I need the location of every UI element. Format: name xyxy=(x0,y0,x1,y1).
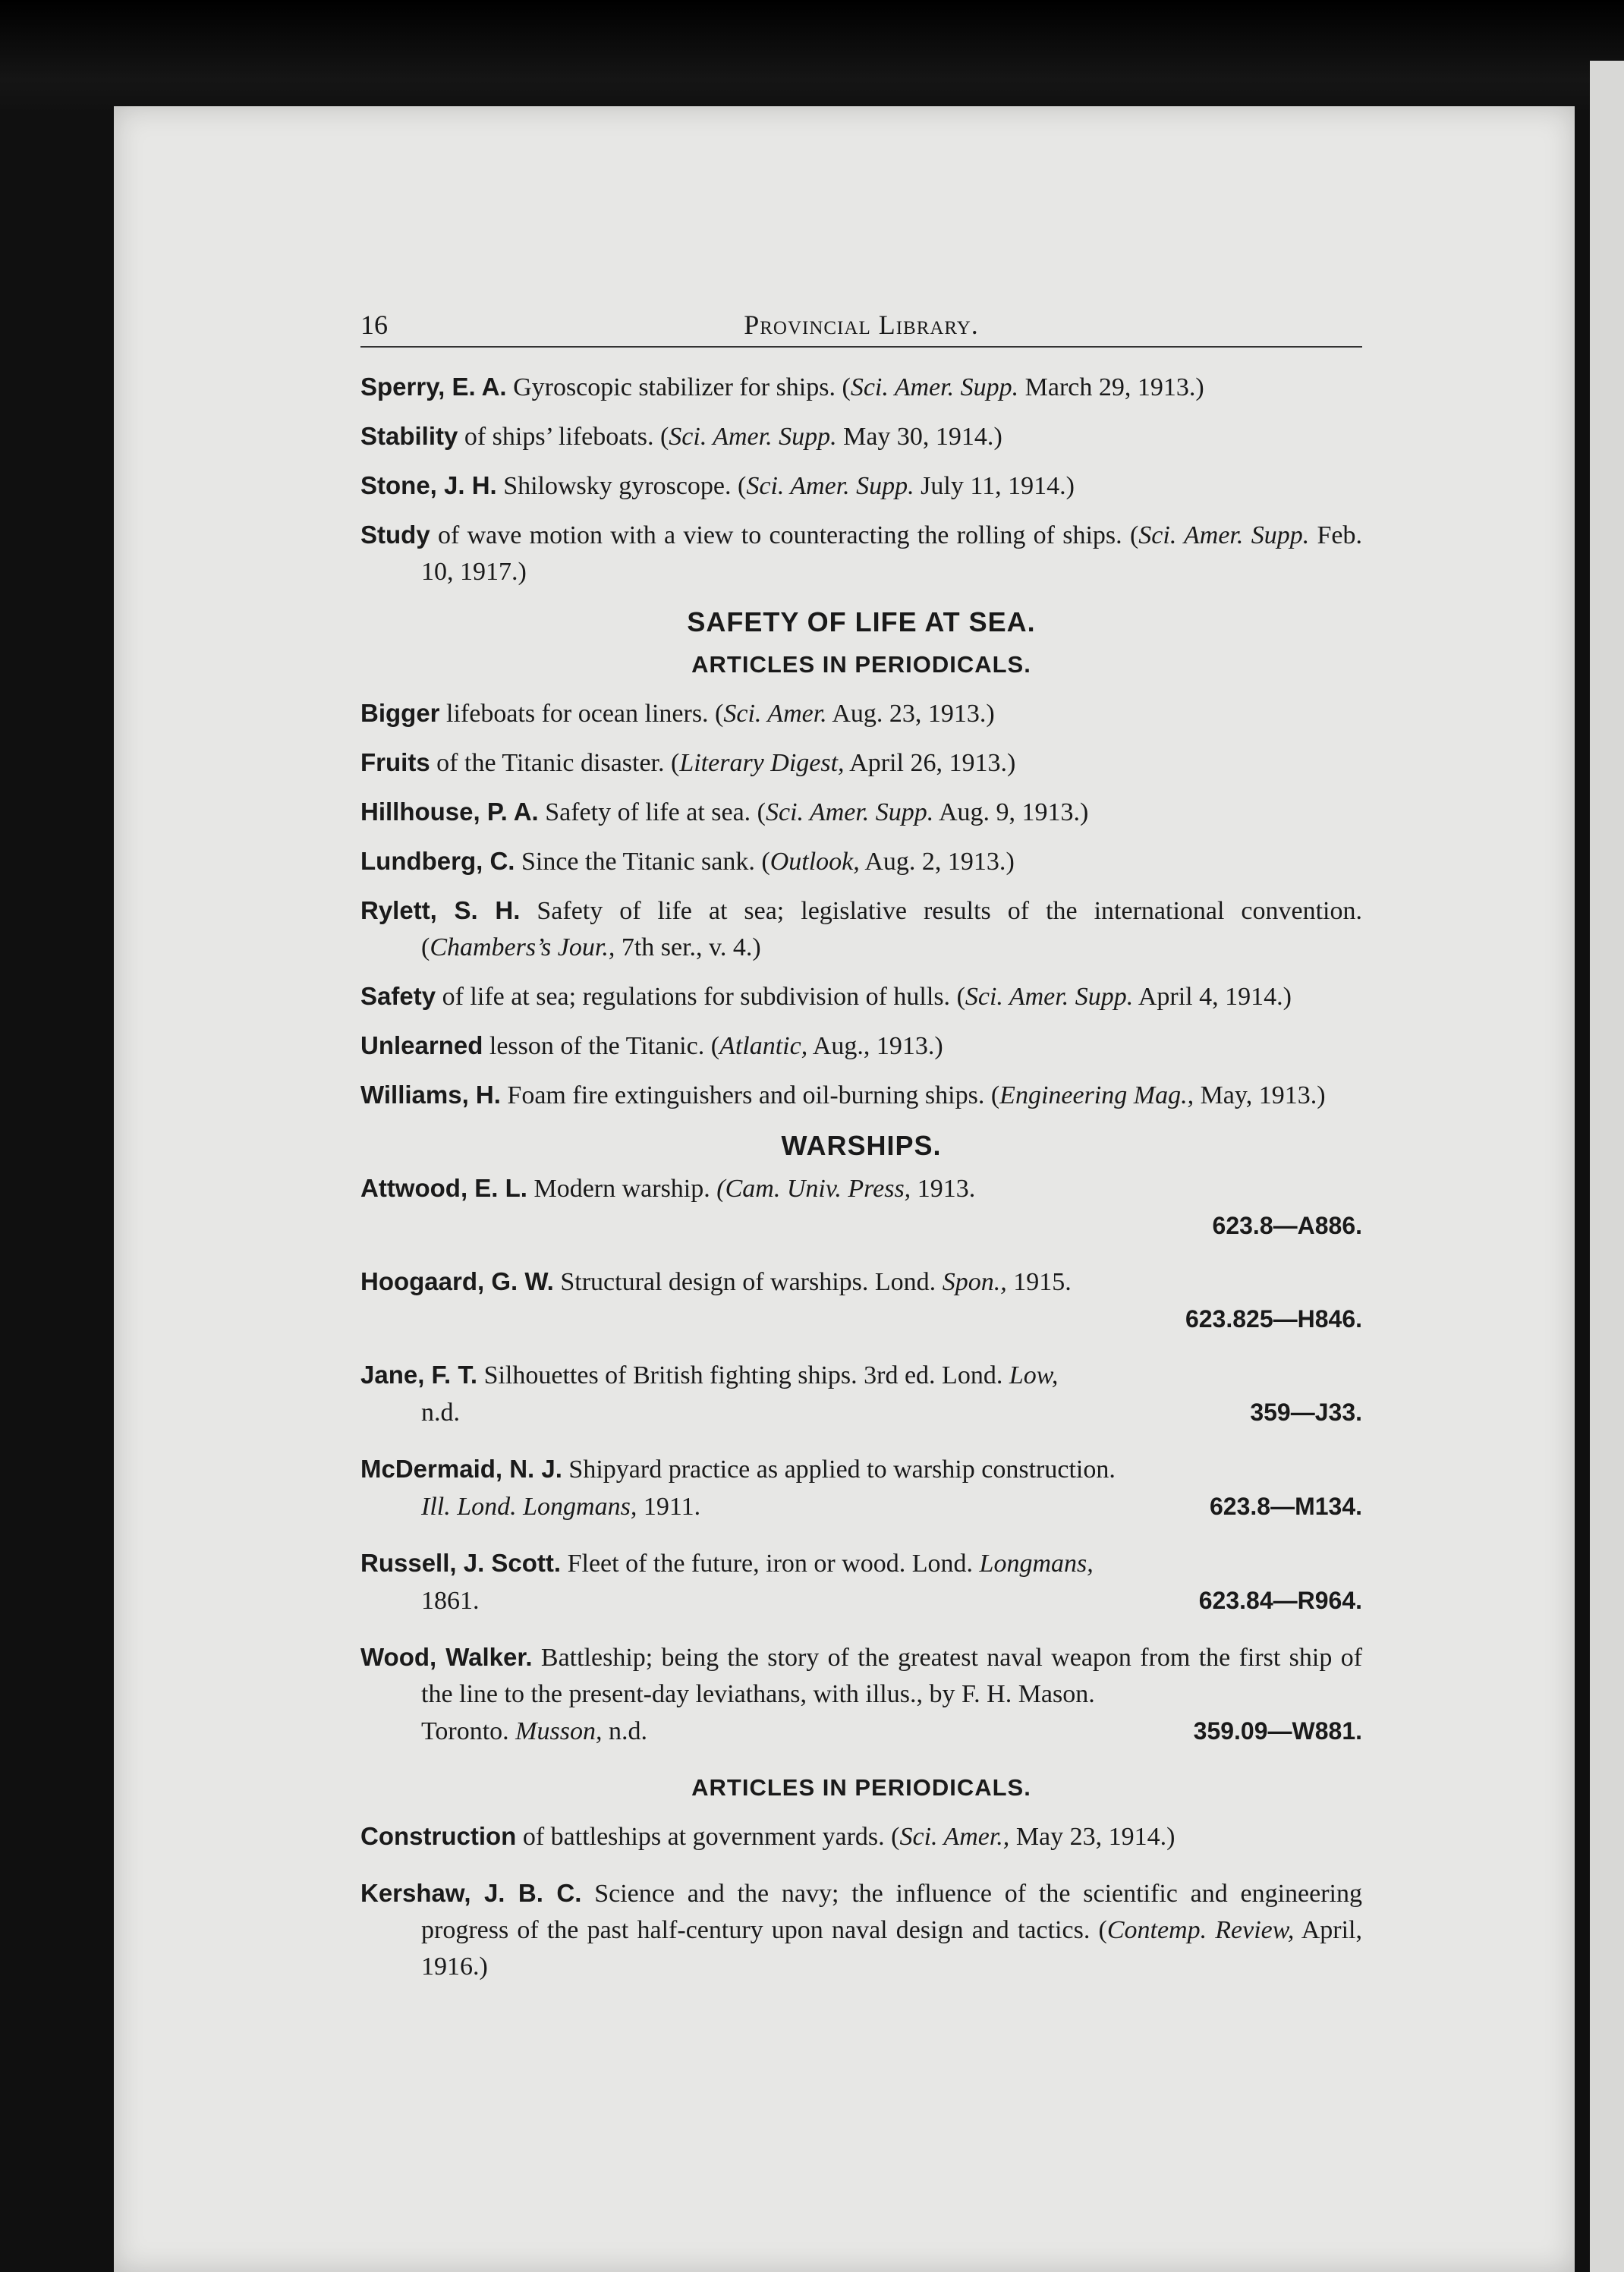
section-heading-warships: WARSHIPS. xyxy=(781,1130,942,1161)
call-number: 623.84—R964. xyxy=(1198,1587,1362,1614)
list-item: Lundberg, C. Since the Titanic sank. (Outlook, Aug. 2, 1913.) xyxy=(360,847,1015,876)
list-item: Safety of life at sea; regulations for subdivision of hulls. (Sci. Amer. Supp. April 4, 1914.) xyxy=(360,982,1292,1011)
page-header xyxy=(360,304,1362,348)
facing-page-edge xyxy=(1590,61,1624,2272)
subsection-heading-periodicals: ARTICLES IN PERIODICALS. xyxy=(691,651,1031,678)
list-item: Stability of ships’ lifeboats. (Sci. Amer. Supp. May 30, 1914.) xyxy=(360,422,1002,451)
list-item: Rylett, S. H. Safety of life at sea; legislative results of the international convention. (Chambers’s Jour., 7th ser., v. 4.) xyxy=(360,896,1362,961)
list-item: Study of wave motion with a view to counteracting the rolling of ships. (Sci. Amer. Supp. Feb. 10, 1917.) xyxy=(360,521,1362,586)
running-title: Provincial Library. xyxy=(744,310,979,340)
catalog-entry: Hoogaard, G. W. Structural design of warships. Lond. Spon., 1915. 623.825—H846. xyxy=(360,1263,1362,1337)
section-heading-safety: SAFETY OF LIFE AT SEA. xyxy=(687,606,1036,637)
list-item: Bigger lifeboats for ocean liners. (Sci. Amer. Aug. 23, 1913.) xyxy=(360,699,995,728)
list-item: Sperry, E. A. Gyroscopic stabilizer for ships. (Sci. Amer. Supp. March 29, 1913.) xyxy=(360,373,1204,401)
catalog-entry: Wood, Walker. Battleship; being the story of the greatest naval weapon from the first ship of the line to the present-day leviathans, with illus., by F. H. Mason. Toronto. Musson, n.d. 359.09—W881. xyxy=(360,1639,1362,1750)
call-number: 359.09—W881. xyxy=(1193,1717,1362,1745)
catalog-entry: McDermaid, N. J. Shipyard practice as applied to warship construction. Ill. Lond. Longmans, 1911. 623.8—M134. xyxy=(360,1451,1362,1525)
subsection-heading-periodicals: ARTICLES IN PERIODICALS. xyxy=(691,1774,1031,1801)
catalog-entry: Russell, J. Scott. Fleet of the future, iron or wood. Lond. Longmans, 1861. 623.84—R964. xyxy=(360,1545,1362,1619)
list-item: Stone, J. H. Shilowsky gyroscope. (Sci. Amer. Supp. July 11, 1914.) xyxy=(360,471,1075,500)
call-number: 623.825—H846. xyxy=(1185,1305,1362,1333)
list-item: Hillhouse, P. A. Safety of life at sea. (Sci. Amer. Supp. Aug. 9, 1913.) xyxy=(360,798,1089,826)
list-item: Williams, H. Foam fire extinguishers and oil-burning ships. (Engineering Mag., May, 1913.) xyxy=(360,1081,1326,1109)
list-item: Unlearned lesson of the Titanic. (Atlantic, Aug., 1913.) xyxy=(360,1031,943,1060)
scan-top-border xyxy=(0,0,1624,114)
list-item: Kershaw, J. B. C. Science and the navy; the influence of the scientific and engineering progress of the past half-century upon naval design and tactics. (Contemp. Review, April, 1916.) xyxy=(360,1879,1363,1981)
list-item: Construction of battleships at government yards. (Sci. Amer., May 23, 1914.) xyxy=(360,1822,1176,1851)
call-number: 359—J33. xyxy=(1250,1399,1362,1426)
catalog-entry: Jane, F. T. Silhouettes of British fighting ships. 3rd ed. Lond. Low, n.d. 359—J33. xyxy=(360,1357,1362,1431)
call-number: 623.8—A886. xyxy=(1212,1212,1362,1239)
call-number: 623.8—M134. xyxy=(1209,1493,1362,1520)
page-content xyxy=(360,304,1362,2005)
page-number: 16 xyxy=(360,310,388,340)
catalog-entry: Attwood, E. L. Modern warship. (Cam. Univ. Press, 1913. 623.8—A886. xyxy=(360,1170,1362,1244)
list-item: Fruits of the Titanic disaster. (Literary Digest, April 26, 1913.) xyxy=(360,748,1016,777)
